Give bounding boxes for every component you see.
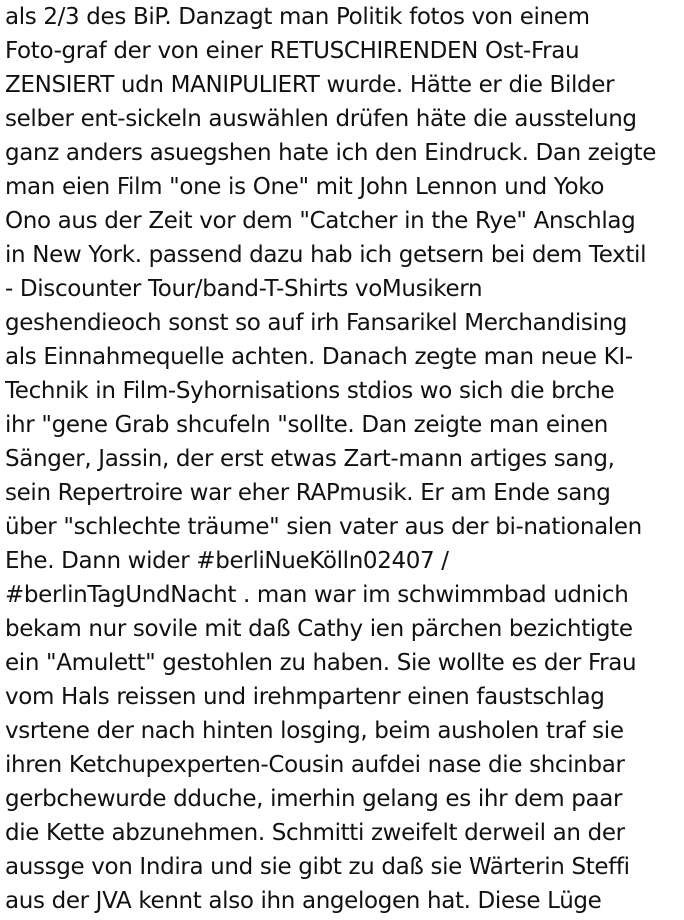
text-line: man eien Film "one is One" mit John Lennon und Yoko xyxy=(5,174,605,200)
text-line: als 2/3 des BiP. Danzagt man Politik fotos von einem xyxy=(5,4,590,30)
text-line: in New York. passend dazu hab ich getsern bei dem Textil xyxy=(5,242,647,268)
text-line: Technik in Film-Syhornisations stdios wo sich die brche xyxy=(5,378,615,404)
text-line: sein Repertroire war eher RAPmusik. Er am Ende sang xyxy=(5,480,611,506)
text-line: - Discounter Tour/band-T-Shirts voMusikern xyxy=(5,276,483,302)
document-page xyxy=(5,0,681,920)
text-line: vom Hals reissen und irehmpartenr einen faustschlag xyxy=(5,684,605,710)
text-line: bekam nur sovile mit daß Cathy ien pärchen bezichtigte xyxy=(5,616,633,642)
text-line: Ono aus der Zeit vor dem "Catcher in the Rye" Anschlag xyxy=(5,208,636,234)
text-line: die Kette abzunehmen. Schmitti zweifelt derweil an der xyxy=(5,820,625,846)
text-line: ein "Amulett" gestohlen zu haben. Sie wollte es der Frau xyxy=(5,650,637,676)
text-line: aussge von Indira und sie gibt zu daß sie Wärterin Steffi xyxy=(5,854,630,880)
text-line: über "schlechte träume" sien vater aus der bi-nationalen xyxy=(5,514,642,540)
text-line: Ehe. Dann wider #berliNueKölln02407 / xyxy=(5,548,449,574)
text-line: ganz anders asuegshen hate ich den Eindruck. Dan zeigte xyxy=(5,140,657,166)
text-line: ihr "gene Grab shcufeln "sollte. Dan zeigte man einen xyxy=(5,412,608,438)
text-line: als Einnahmequelle achten. Danach zegte man neue KI- xyxy=(5,344,633,370)
text-line: ZENSIERT udn MANIPULIERT wurde. Hätte er die Bilder xyxy=(5,72,615,98)
text-line: #berlinTagUndNacht . man war im schwimmbad udnich xyxy=(5,582,629,608)
text-line: vsrtene der nach hinten losging, beim ausholen traf sie xyxy=(5,718,624,744)
text-line: selber ent-sickeln auswählen drüfen häte die ausstelung xyxy=(5,106,637,132)
text-line: geshendieoch sonst so auf irh Fansarikel Merchandising xyxy=(5,310,628,336)
text-line: aus der JVA kennt also ihn angelogen hat. Diese Lüge xyxy=(5,888,602,914)
text-line: Sänger, Jassin, der erst etwas Zart-mann artiges sang, xyxy=(5,446,615,472)
text-line: gerbchewurde dduche, imerhin gelang es ihr dem paar xyxy=(5,786,623,812)
text-line: Foto-graf der von einer RETUSCHIRENDEN Ost-Frau xyxy=(5,38,580,64)
text-line: ihren Ketchupexperten-Cousin aufdei nase die shcinbar xyxy=(5,752,625,778)
